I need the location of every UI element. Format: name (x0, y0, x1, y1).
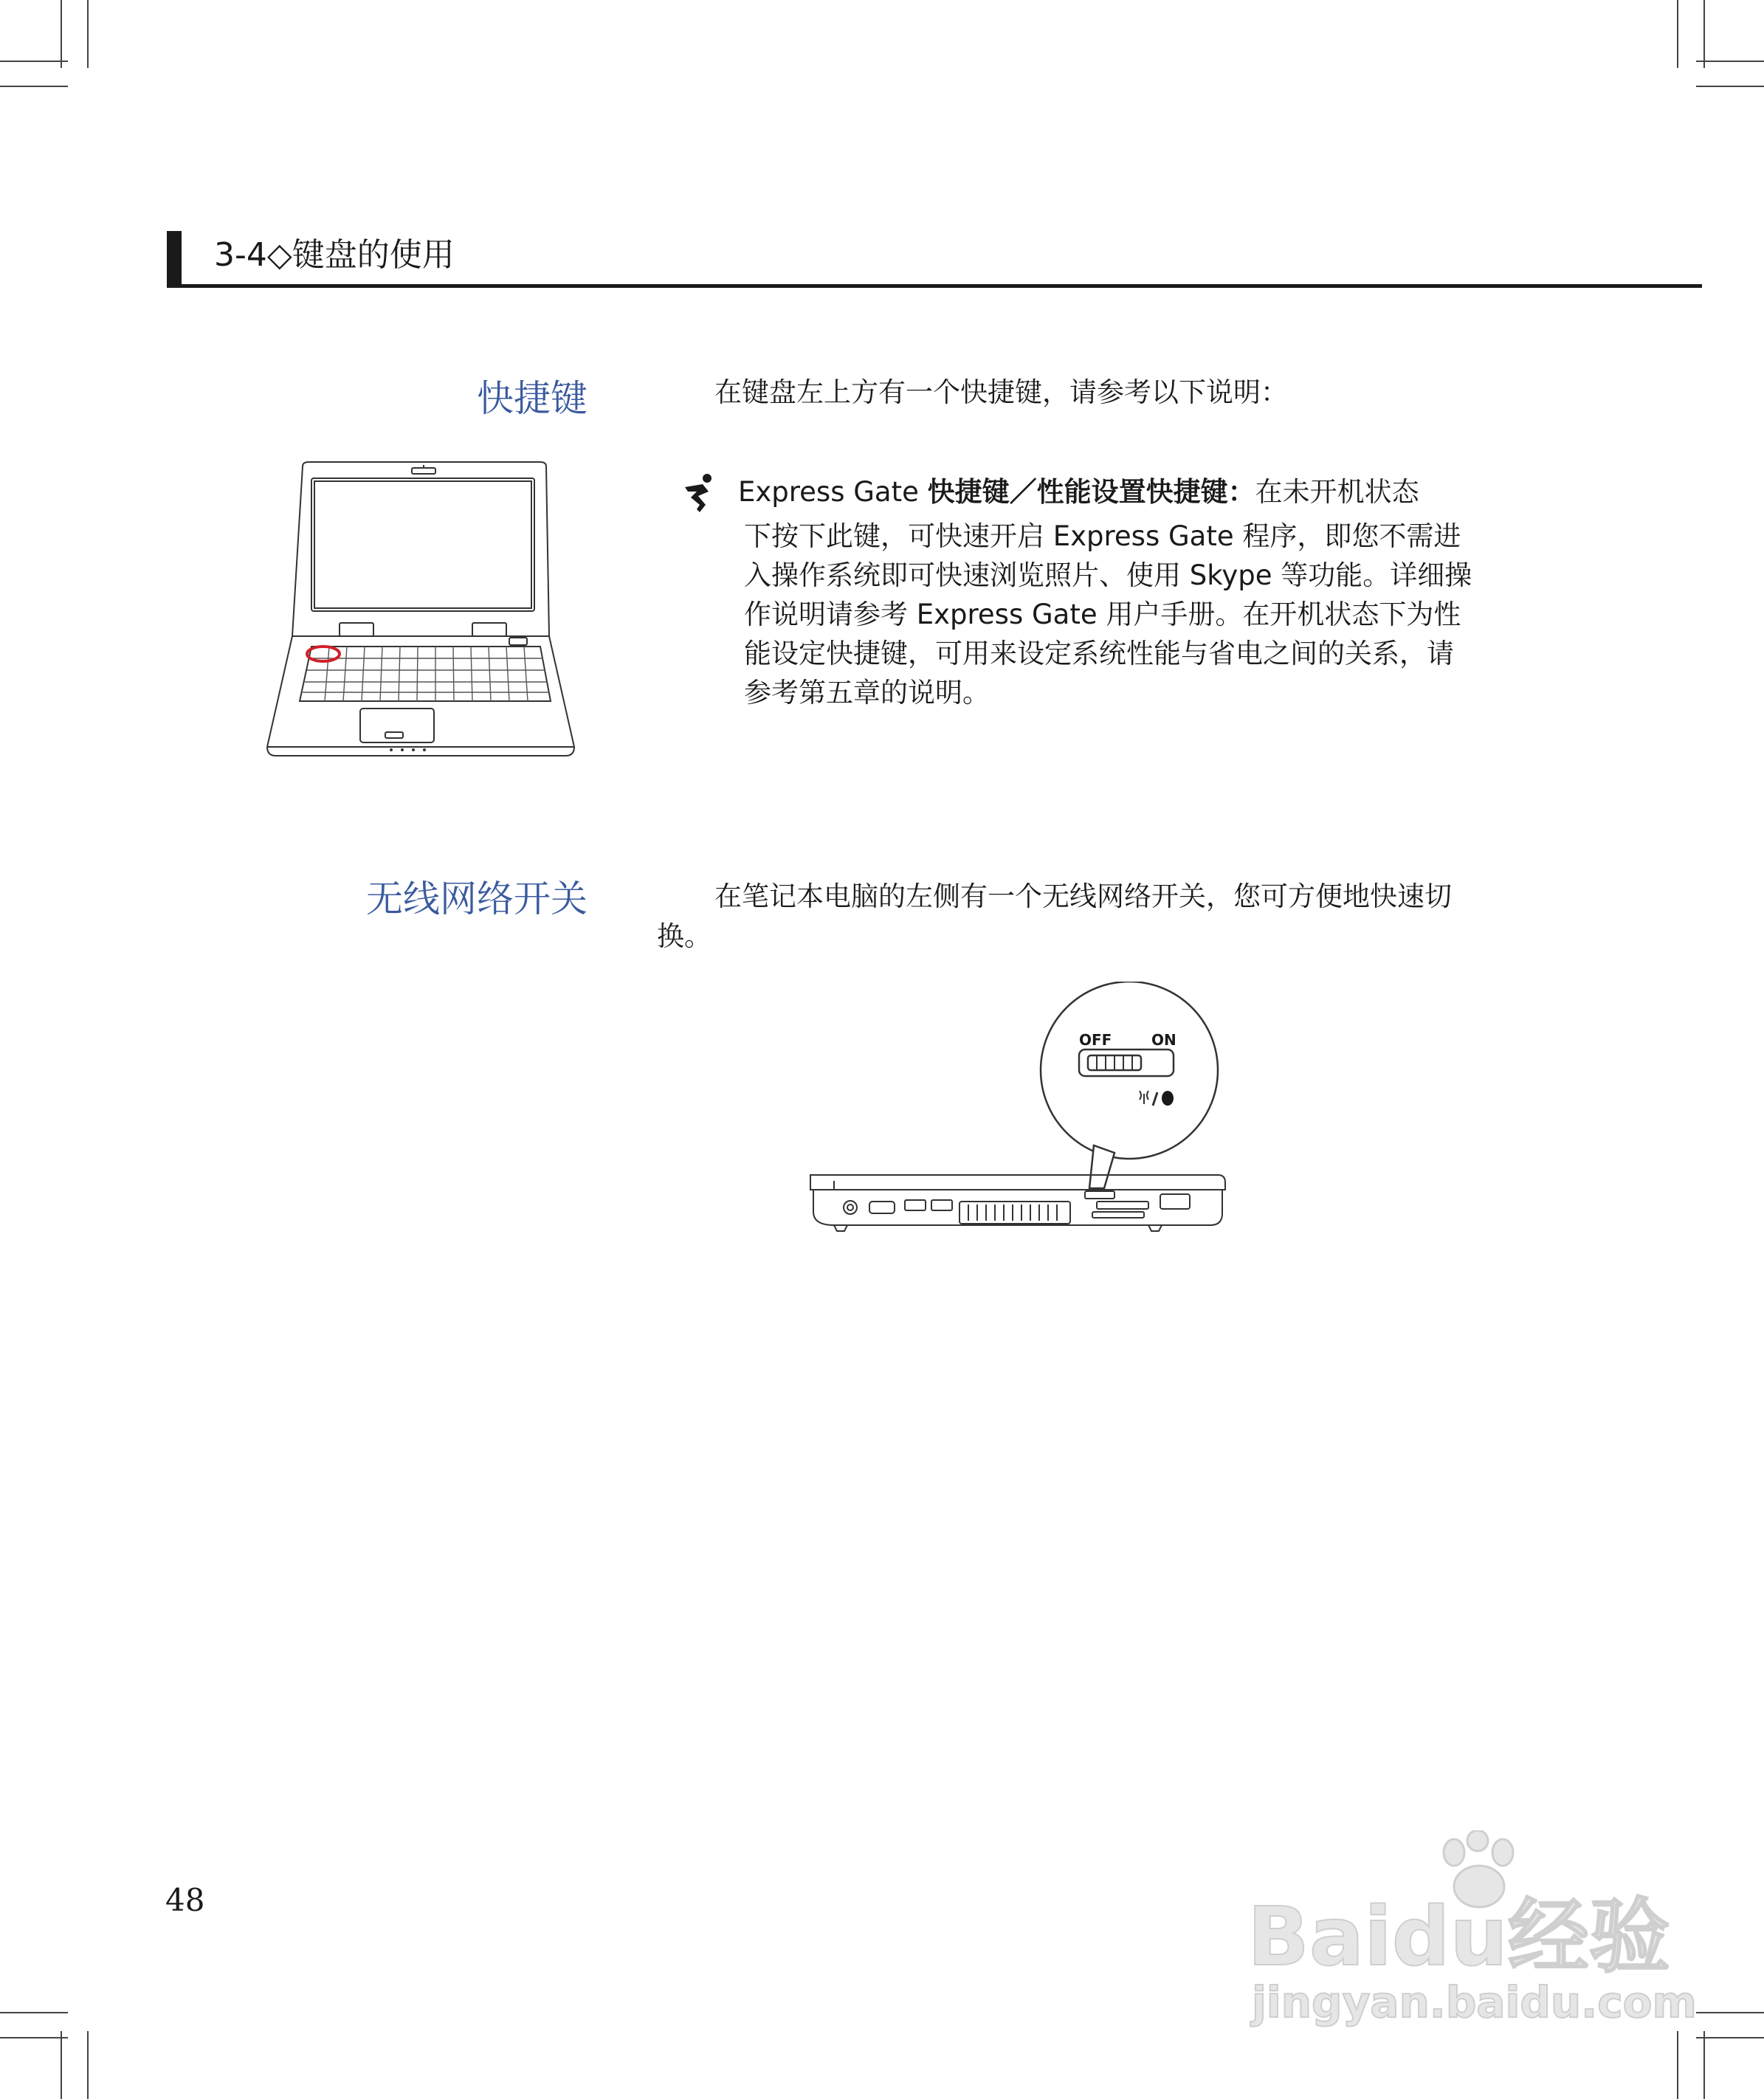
crop-mark (0, 61, 68, 62)
crop-mark (87, 2031, 89, 2099)
baidu-watermark (1247, 1830, 1697, 2030)
page-section-title: 3-4◇键盘的使用 (214, 236, 455, 274)
laptop-illustration (251, 458, 590, 768)
crop-mark (1703, 0, 1705, 68)
express-gate-item-body: 下按下此键，可快速开启 Express Gate 程序，即您不需进入操作系统即可快速浏览照片、使用 Skype 等功能。详细操作说明请参考 Express Gate 用户手册。在开机状态下为性能设定快捷键，可用来设定系统性能与省电之间的关系，请参考第五章的说明。 (744, 520, 1472, 709)
header-rule (167, 284, 1702, 288)
express-gate-icon (681, 472, 717, 514)
wifi-bluetooth-icon (1140, 1091, 1174, 1106)
crop-mark (1696, 61, 1764, 62)
watermark-url: jingyan.baidu.com (1252, 1977, 1697, 2027)
laptop-side-illustration (805, 982, 1233, 1247)
crop-mark (0, 86, 68, 87)
wireless-heading: 无线网络开关 (366, 878, 588, 920)
item-bold: 快捷键／性能设置快捷键： (927, 476, 1255, 508)
crop-mark (1703, 2031, 1705, 2099)
crop-mark (1677, 0, 1678, 68)
crop-mark (0, 2037, 68, 2038)
item-lead: Express Gate (738, 476, 928, 508)
crop-mark (1696, 2037, 1764, 2038)
crop-mark (87, 0, 89, 68)
watermark-brand-cn: 经验 (1507, 1889, 1670, 1984)
crop-mark (61, 0, 62, 68)
switch-on-label: ON (1151, 1031, 1176, 1049)
item-tail: 在未开机状态 (1255, 476, 1419, 508)
hotkey-intro: 在键盘左上方有一个快捷键，请参考以下说明： (714, 376, 1288, 408)
watermark-brand: Bai (1247, 1889, 1392, 1984)
crop-mark (61, 2031, 62, 2099)
hotkey-heading: 快捷键 (477, 377, 588, 420)
page-number: 48 (165, 1882, 205, 1918)
express-gate-item-title (738, 472, 1419, 512)
watermark-brand-du: du (1391, 1889, 1508, 1984)
crop-mark (1696, 86, 1764, 87)
crop-mark (1677, 2031, 1678, 2099)
crop-mark (0, 2012, 68, 2013)
header-marker (167, 231, 182, 287)
hotkey-highlight (307, 647, 340, 661)
switch-off-label: OFF (1079, 1031, 1112, 1049)
wireless-body: 在笔记本电脑的左侧有一个无线网络开关，您可方便地快速切换。 (657, 880, 1452, 952)
crop-mark (1696, 2012, 1764, 2013)
